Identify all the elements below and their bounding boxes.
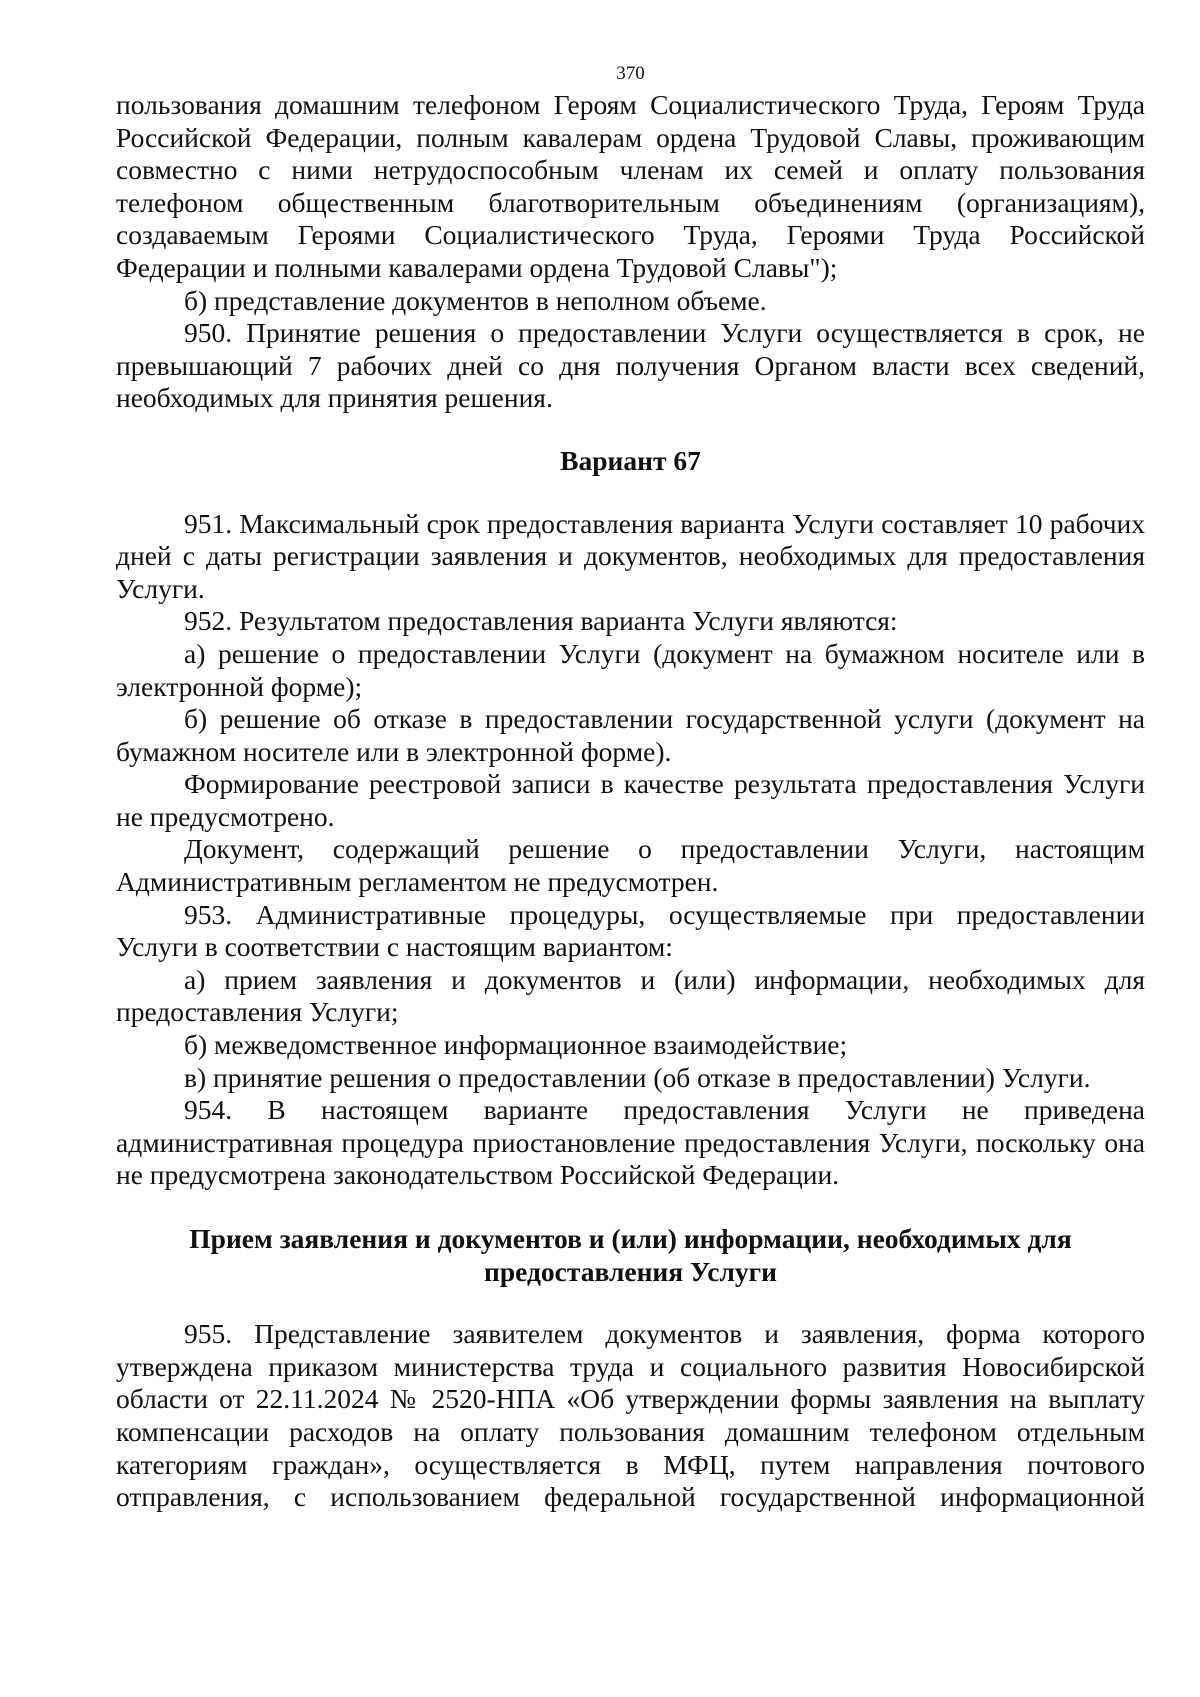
paragraph-954: 954. В настоящем варианте предоставления Услуги не приведена административная процедура приостановление предоставления Услуги, поскольку она не предусмотрена законодательством Российской Федерации. — [116, 1094, 1145, 1191]
list-item-952-a: а) решение о предоставлении Услуги (документ на бумажном носителе или в электронной форме); — [116, 637, 1145, 702]
variant-heading: Вариант 67 — [560, 444, 701, 476]
paragraph-953: 953. Административные процедуры, осуществляемые при предоставлении Услуги в соответствии с настоящим вариантом: — [116, 898, 1145, 963]
paragraph-950: 950. Принятие решения о предоставлении Услуги осуществляется в срок, не превышающий 7 рабочих дней со дня получения Органом власти всех сведений, необходимых для принятия решения. — [116, 317, 1145, 414]
page-number: 370 — [616, 63, 645, 84]
section-heading-line-2: предоставления Услуги — [484, 1255, 777, 1287]
list-item-952-b: б) решение об отказе в предоставлении государственной услуги (документ на бумажном носителе или в электронной форме). — [116, 703, 1145, 767]
document-page — [116, 62, 1145, 1514]
section-heading — [116, 1223, 1145, 1288]
list-item-953-a: а) прием заявления и документов и (или) информации, необходимых для предоставления Услуги; — [116, 963, 1145, 1028]
list-item-953-c: в) принятие решения о предоставлении (об отказе в предоставлении) Услуги. — [184, 1061, 1091, 1093]
paragraph-951: 951. Максимальный срок предоставления варианта Услуги составляет 10 рабочих дней с даты регистрации заявления и документов, необходимых для предоставления Услуги. — [116, 507, 1145, 604]
paragraph-registry-record: Формирование реестровой записи в качестве результата предоставления Услуги не предусмотрено. — [116, 768, 1145, 832]
paragraph-decision-document: Документ, содержащий решение о предоставлении Услуги, настоящим Административным регламентом не предусмотрен. — [116, 833, 1145, 898]
section-heading-line-1: Прием заявления и документов и (или) информации, необходимых для — [189, 1223, 1072, 1254]
paragraph-955: 955. Представление заявителем документов и заявления, форма которого утверждена приказом министерства труда и социального развития Новосибирской области от 22.11.2024 № 2520-НПА «Об утверждении формы заявления на выплату компенсации расходов на оплату пользования домашним телефоном отдельным категориям граждан», осуществляется в МФЦ, путем направления почтового отправления, с использованием федеральной государственной информационной — [116, 1318, 1145, 1513]
paragraph-952: 952. Результатом предоставления варианта Услуги являются: — [184, 605, 898, 637]
list-item-953-b: б) межведомственное информационное взаимодействие; — [184, 1029, 848, 1061]
paragraph-continuation: пользования домашним телефоном Героям Социалистического Труда, Героям Труда Российской Федерации, полным кавалерам ордена Трудовой Славы, проживающим совместно с ними нетрудоспособным членам их семей и оплату пользования телефоном общественным благотворительным объединениям (организациям), создаваемым Героями Социалистического Труда, Героями Труда Российской Федерации и полными кавалерами ордена Трудовой Славы"); — [116, 89, 1145, 283]
list-item-b-incomplete-documents: б) представление документов в неполном объеме. — [184, 284, 767, 316]
